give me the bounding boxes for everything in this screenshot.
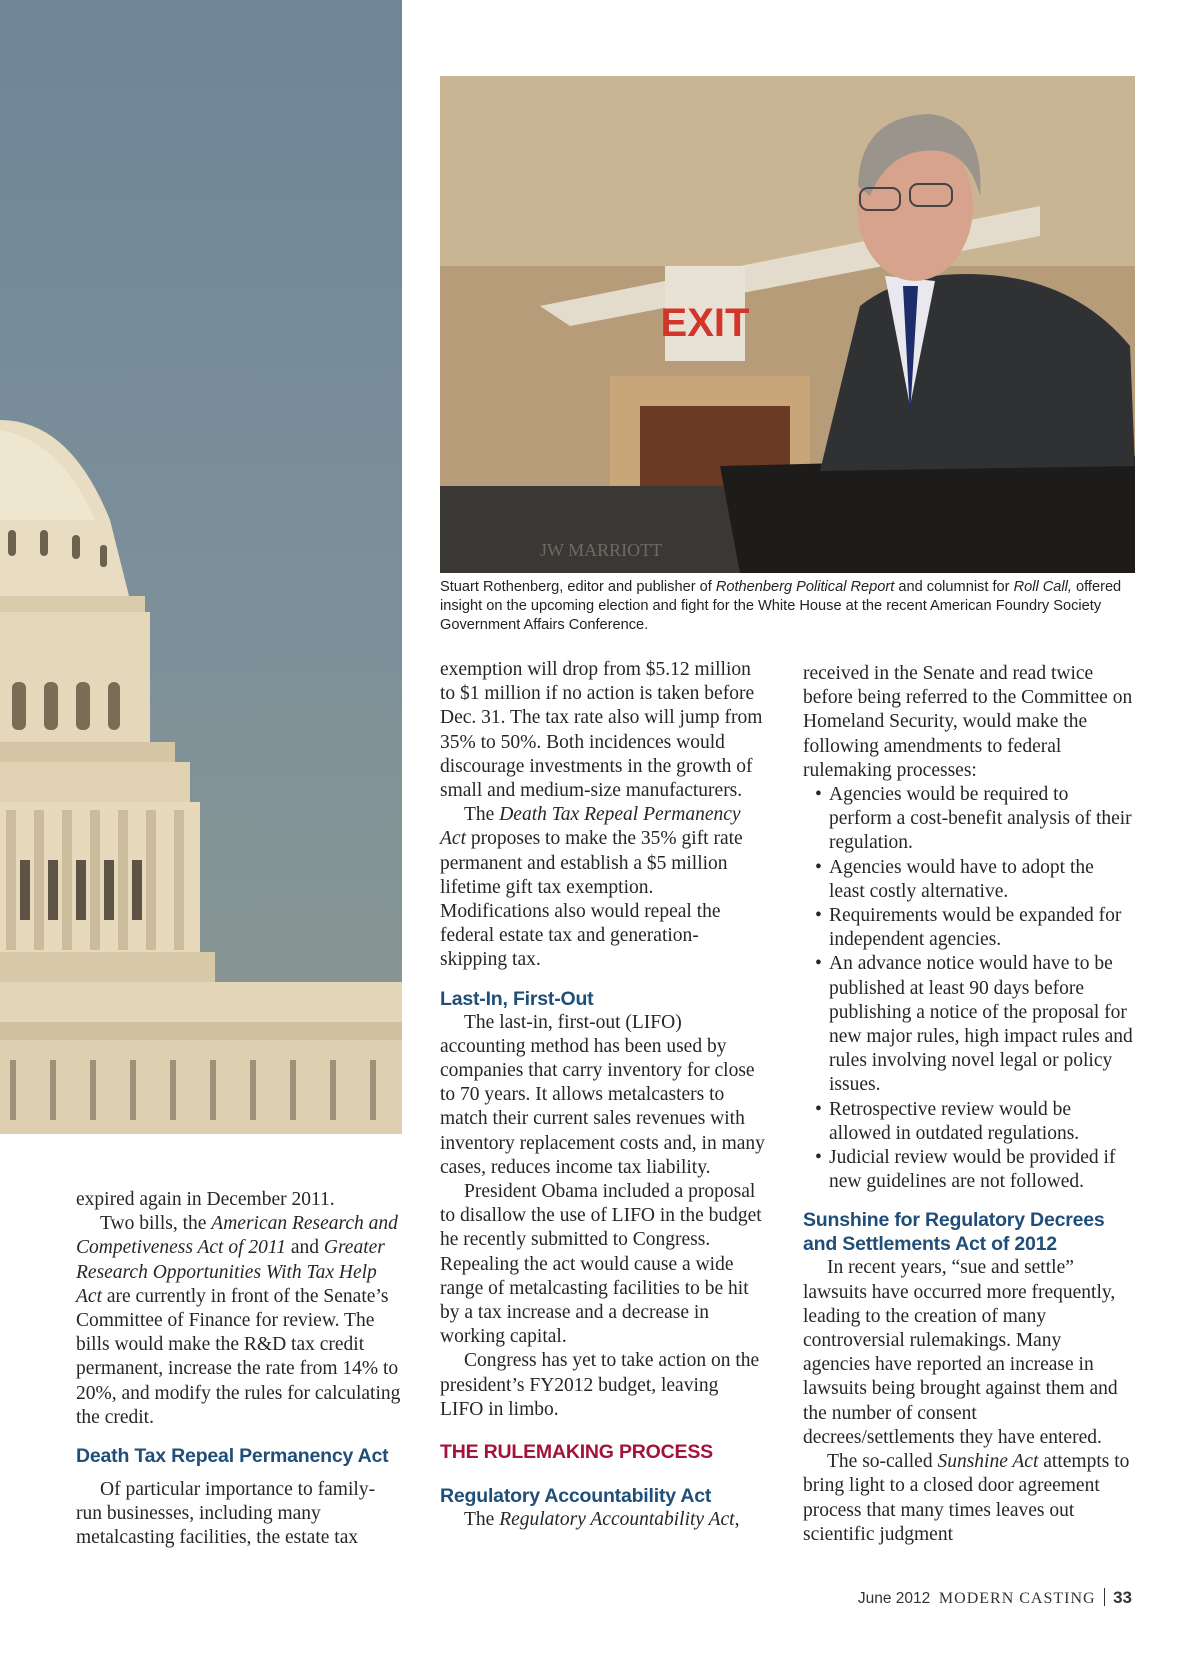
- column-2: [440, 658, 765, 1532]
- speaker-at-podium-illustration: [440, 76, 1135, 573]
- col3-paragraph-3: [803, 1450, 1133, 1547]
- caption-text-mid: and columnist for: [894, 579, 1014, 595]
- heading-death-tax: Death Tax Repeal Permanency Act: [76, 1445, 389, 1468]
- caption-text-post: offered insight on the upcoming election and fight for the White House at the recent American Foundry Society Government Affairs Conference.: [440, 579, 1122, 633]
- col3-p3-act-name: Sunshine Act: [937, 1451, 1039, 1473]
- col1-p2-text-b: and: [285, 1237, 324, 1259]
- heading-rulemaking-process: THE RULEMAKING PROCESS: [440, 1441, 713, 1464]
- caption-text-pre: Stuart Rothenberg, editor and publisher of: [440, 579, 716, 595]
- col2-paragraph-1: exemption will drop from $5.12 million to $1 million if no action is taken before Dec. 31. The tax rate also will jump from 35% to 50%. Both incidences would discourage investments in the growth of small and medium-size manufacturers.: [440, 659, 763, 802]
- column-3: [803, 662, 1133, 1547]
- col2-paragraph-3: The last-in, first-out (LIFO) accounting method has been used by companies that carry inventory for close to 70 years. It allows metalcasters to match their current sales revenues with inventory replacement costs and, in many cases, reduces income tax liability.: [440, 1011, 765, 1178]
- col1-p2-text-c: are currently in front of the Senate’s Committee of Finance for review. The bills would make the R&D tax credit permanent, increase the rate from 14% to 20%, and modify the rules for calculating the credit.: [76, 1285, 401, 1428]
- col3-p3-text-b: attempts to bring light to a closed door agreement process that many times leaves out scientific judgment: [803, 1451, 1130, 1545]
- footer-date: June 2012: [857, 1590, 931, 1607]
- col1-paragraph-3: Of particular importance to family-run businesses, including many metalcasting facilities, the estate tax: [76, 1479, 376, 1549]
- speaker-photo: [440, 76, 1135, 573]
- footer-magazine-name: MODERN CASTING: [938, 1590, 1096, 1607]
- col2-p6-text-b: ,: [734, 1509, 740, 1531]
- caption-publication-2: Roll Call,: [1013, 579, 1072, 595]
- col1-paragraph-1: expired again in December 2011.: [76, 1189, 335, 1210]
- heading-lifo: Last-In, First-Out: [440, 987, 594, 1010]
- col1-paragraph-2: [76, 1212, 401, 1430]
- footer-divider: [1104, 1588, 1106, 1606]
- col2-paragraph-6: [440, 1508, 765, 1532]
- col3-p3-text-a: The so-called: [827, 1451, 938, 1473]
- col2-paragraph-2: [440, 803, 765, 972]
- heading-regulatory-accountability: Regulatory Accountability Act: [440, 1485, 712, 1508]
- exit-sign-text: EXIT: [660, 301, 750, 345]
- col1-p2-bill-1: American Research and Competiveness Act of 2011: [76, 1213, 398, 1259]
- photo-caption: [440, 578, 1140, 635]
- list-item: • Judicial review would be provided if new guidelines are not followed.: [803, 1146, 1133, 1194]
- col2-p6-act-name: Regulatory Accountability Act: [499, 1509, 735, 1531]
- capitol-dome-illustration: [0, 0, 402, 1134]
- list-item: • Agencies would have to adopt the least costly alternative.: [803, 856, 1133, 904]
- list-item: • Retrospective review would be allowed in outdated regulations.: [803, 1098, 1133, 1146]
- col2-p2-text-a: The: [464, 804, 500, 826]
- col2-p2-act-name: Death Tax Repeal Permanency Act: [440, 804, 741, 850]
- list-item: • An advance notice would have to be published at least 90 days before publishing a notice of the proposal for new major rules, high impact rules and rules involving novel legal or policy issues.: [803, 952, 1133, 1097]
- col1-p2-text-a: Two bills, the: [100, 1213, 212, 1235]
- page-number: 33: [1113, 1588, 1132, 1607]
- list-item: • Requirements would be expanded for independent agencies.: [803, 904, 1133, 952]
- list-item: • Agencies would be required to perform a cost-benefit analysis of their regulation.: [803, 783, 1133, 856]
- podium-text: JW MARRIOTT: [540, 540, 663, 560]
- col2-p6-text-a: The: [464, 1509, 500, 1531]
- col3-paragraph-2: In recent years, “sue and settle” lawsuits have occurred more frequently, leading to the creation of many controversial rulemakings. Many agencies have reported an increase in lawsuits being brought against them and the number of consent decrees/settlements they have entered.: [803, 1257, 1118, 1448]
- column-1: [76, 1188, 401, 1551]
- heading-sunshine-act: Sunshine for Regulatory Decrees and Settlements Act of 2012: [803, 1209, 1105, 1256]
- col2-paragraph-4: President Obama included a proposal to disallow the use of LIFO in the budget he recently submitted to Congress. Repealing the act would cause a wide range of metalcasting facilities to be hit by a tax increase and a decrease in working capital.: [440, 1181, 762, 1348]
- col1-p2-bill-2: Greater Research Opportunities With Tax Help Act: [76, 1237, 385, 1307]
- amendments-list: [803, 783, 1133, 1194]
- caption-publication-1: Rothenberg Political Report: [715, 579, 895, 595]
- page-footer: [858, 1588, 1132, 1608]
- col3-paragraph-1: received in the Senate and read twice before being referred to the Committee on Homeland Security, would make the following amendments to federal rulemaking processes:: [803, 663, 1133, 781]
- col2-paragraph-5: Congress has yet to take action on the president’s FY2012 budget, leaving LIFO in limbo.: [440, 1350, 760, 1420]
- col2-p2-text-b: proposes to make the 35% gift rate permanent and establish a $5 million lifetime gift tax exemption. Modifications also would repeal the federal estate tax and generation-skipping tax.: [440, 828, 743, 971]
- capitol-photo: [0, 0, 402, 1134]
